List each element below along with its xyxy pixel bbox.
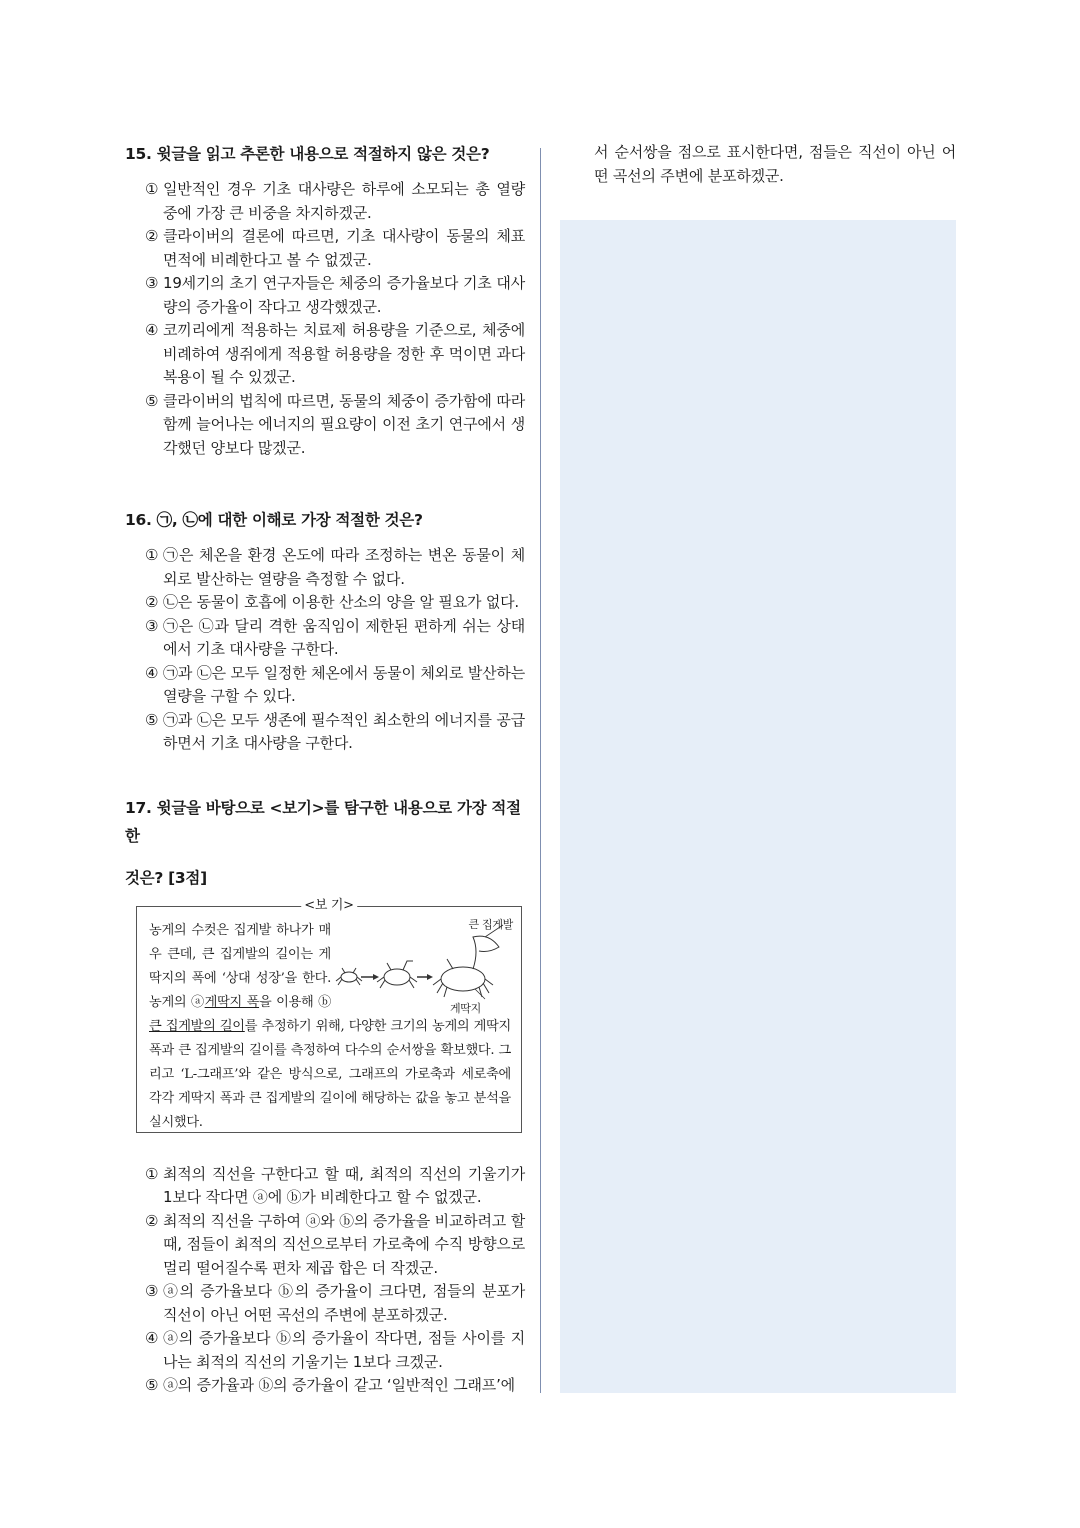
option-17-5-continuation: 서 순서쌍을 점으로 표시한다면, 점들은 직선이 아닌 어떤 곡선의 주변에 분포하겠군. [594,143,956,185]
option-16-4[interactable]: ④ ㉠과 ㉡은 모두 일정한 체온에서 동물이 체외로 발산하는 열량을 구할 수 있다. [145,663,525,705]
carapace-label: 게딱지 [450,1001,481,1015]
option-16-1[interactable]: ① ㉠은 체온을 환경 온도에 따라 조정하는 변온 동물이 체외로 발산하는 열량을 측정할 수 없다. [145,546,525,588]
option-15-2[interactable]: ② 클라이버의 결론에 따르면, 기초 대사량이 동물의 체표 면적에 비례한다고 볼 수 없겠군. [145,227,525,269]
question-15-title: 15. 윗글을 읽고 추론한 내용으로 적절하지 않은 것은? [125,145,490,163]
option-15-3[interactable]: ③ 19세기의 초기 연구자들은 체중의 증가율보다 기초 대사량의 증가율이 작다고 생각했겠군. [145,274,525,316]
blank-shaded-area [560,220,956,1393]
left-column [125,140,525,1398]
option-17-3[interactable]: ③ ⓐ의 증가율보다 ⓑ의 증가율이 크다면, 점들의 분포가 직선이 아닌 어떤 곡선의 주변에 분포하겠군. [145,1282,525,1324]
crab-growth-figure [335,915,515,1015]
medium-crab-icon [377,961,417,988]
question-17-options [125,1163,525,1398]
option-16-5[interactable]: ⑤ ㉠과 ㉡은 모두 생존에 필수적인 최소한의 에너지를 공급하면서 기초 대사량을 구한다. [145,710,525,752]
question-15 [125,140,525,460]
bogi-box: <보 기> 큰 집게발 게딱지 농게의 수컷은 집게발 하나가 매우 큰데, 큰 집게발의 길이는 게딱지의 폭에 ‘상대 성장’을 한다. 농게의 ⓐ게딱지 폭을 이용해 ⓑ큰 집게발의 길이를 추정하기 위해, 다양한 크기의 농게의 게딱지 폭과 큰 집게발의 길이를 측정하여 다수의 순서쌍을 확보했다. 그리고 ‘L-그래프’와 같은 방식으로, 그래프의 가로축과 세로축에 각각 게딱지 폭과 큰 집게발의 길이에 해당하는 값을 놓고 분석을 실시했다. [136,906,522,1133]
question-17-title: 17. 윗글을 바탕으로 <보기>를 탐구한 내용으로 가장 적절한 것은? [3점] [125,798,521,887]
question-15-options [125,178,525,460]
underline-a: 게딱지 폭 [204,994,260,1010]
option-17-4[interactable]: ④ ⓐ의 증가율보다 ⓑ의 증가율이 작다면, 점들 사이를 지나는 최적의 직선의 기울기는 1보다 크겠군. [145,1329,525,1371]
option-16-2[interactable]: ② ㉡은 동물이 호흡에 이용한 산소의 양을 알 필요가 없다. [145,593,520,611]
option-17-5[interactable]: ⑤ ⓐ의 증가율과 ⓑ의 증가율이 같고 ‘일반적인 그래프’에 [145,1376,515,1394]
option-17-1[interactable]: ① 최적의 직선을 구한다고 할 때, 최적의 직선의 기울기가 1보다 작다면 ⓐ에 ⓑ가 비례한다고 할 수 없겠군. [145,1164,525,1206]
large-crab-icon [433,936,499,997]
option-15-1[interactable]: ① 일반적인 경우 기초 대사량은 하루에 소모되는 총 열량 중에 가장 큰 비중을 차지하겠군. [145,180,525,222]
bogi-label: <보 기> [301,896,357,916]
right-column [560,140,956,188]
small-crab-icon [336,968,362,985]
underline-b: 큰 집게발의 길이 [149,1018,245,1034]
option-15-5[interactable]: ⑤ 클라이버의 법칙에 따르면, 동물의 체중이 증가함에 따라 함께 늘어나는 에너지의 필요량이 이전 초기 연구에서 생각했던 양보다 많겠군. [145,391,525,457]
question-17 [125,794,525,1398]
claw-label: 큰 집게발 [468,917,513,931]
question-16 [125,506,525,756]
option-15-4[interactable]: ④ 코끼리에게 적용하는 치료제 허용량을 기준으로, 체중에 비례하여 생쥐에게 적용할 허용량을 정한 후 먹이면 과다 복용이 될 수 있겠군. [145,321,525,386]
option-16-3[interactable]: ③ ㉠은 ㉡과 달리 격한 움직임이 제한된 편하게 쉬는 상태에서 기초 대사량을 구한다. [145,616,525,658]
option-17-2[interactable]: ② 최적의 직선을 구하여 ⓐ와 ⓑ의 증가율을 비교하려고 할때, 점들이 최적의 직선으로부터 가로축에 수직 방향으로 멀리 떨어질수록 편차 제곱 합은 더 작겠군. [145,1211,525,1277]
question-16-options [125,544,525,756]
column-divider [540,148,541,1393]
question-16-title: 16. ㉠, ㉡에 대한 이해로 가장 적절한 것은? [125,511,423,529]
